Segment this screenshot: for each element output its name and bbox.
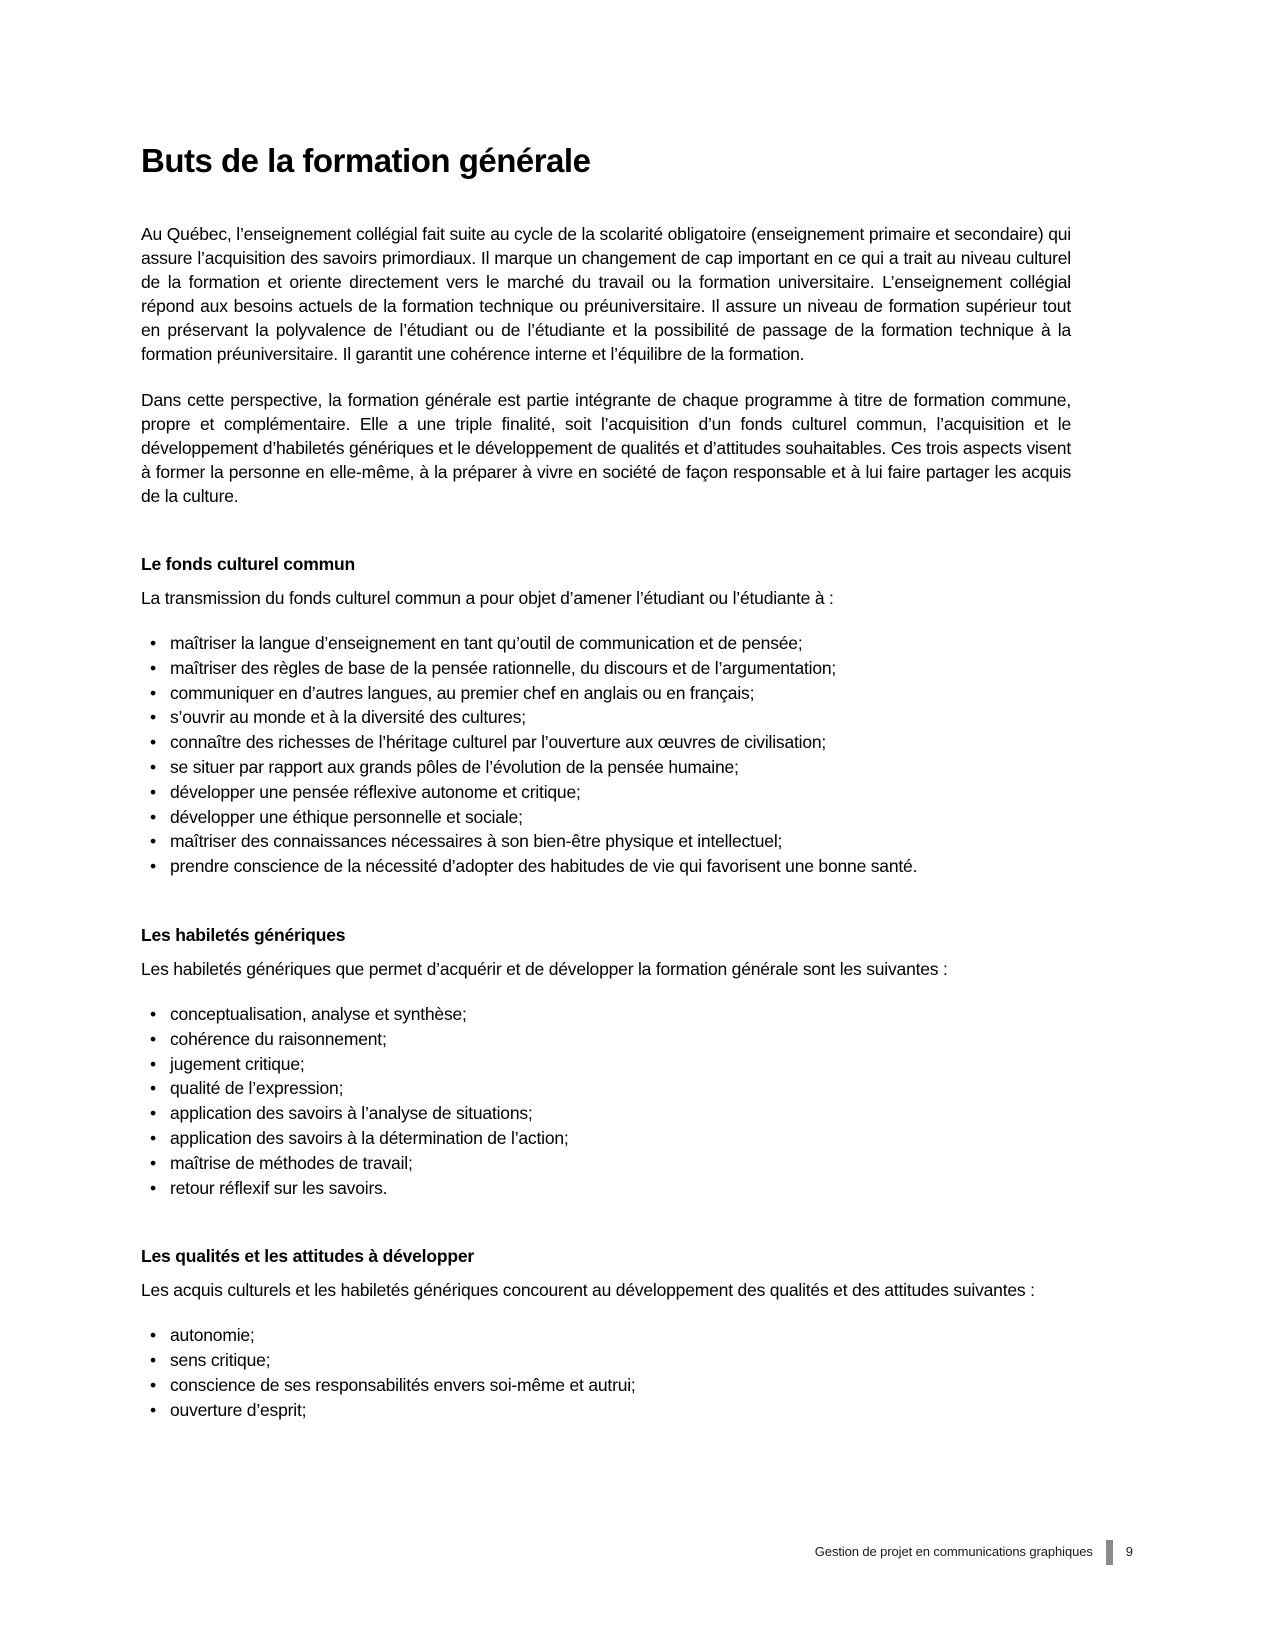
list-item: • développer une éthique personnelle et sociale; xyxy=(141,805,1071,830)
bullet-list xyxy=(141,1002,1071,1200)
body-paragraph: Dans cette perspective, la formation générale est partie intégrante de chaque programme à titre de formation commune, propre et complémentaire. Elle a une triple finalité, soit l’acquisition d’un fonds culturel commun, l’acquisition et le développement d’habiletés génériques et le développement de qualités et d’attitudes souhaitables. Ces trois aspects visent à former la personne en elle-même, à la préparer à vivre en société de façon responsable et à lui faire partager les acquis de la culture. xyxy=(141,390,1071,506)
page-footer xyxy=(815,1537,1133,1567)
list-item: • se situer par rapport aux grands pôles de l’évolution de la pensée humaine; xyxy=(141,755,1071,780)
section-intro: Les habiletés génériques que permet d’acquérir et de développer la formation générale sont les suivantes : xyxy=(141,958,948,979)
list-item: • cohérence du raisonnement; xyxy=(141,1027,1071,1052)
bullet-list xyxy=(141,1323,1071,1422)
section-heading: Le fonds culturel commun xyxy=(141,554,355,574)
list-item: • sens critique; xyxy=(141,1348,1071,1373)
list-item: • développer une pensée réflexive autonome et critique; xyxy=(141,780,1071,805)
body-paragraph: Au Québec, l’enseignement collégial fait suite au cycle de la scolarité obligatoire (enseignement primaire et secondaire) qui assure l’acquisition des savoirs primordiaux. Il marque un changement de cap important en ce qui a trait au niveau culturel de la formation et oriente directement vers le marché du travail ou la formation universitaire. L’enseignement collégial répond aux besoins actuels de la formation technique ou préuniversitaire. Il assure un niveau de formation supérieur tout en préservant la polyvalence de l’étudiant ou de l’étudiante et la possibilité de passage de la formation technique à la formation préuniversitaire. Il garantit une cohérence interne et l’équilibre de la formation. xyxy=(141,224,1071,364)
list-item: • application des savoirs à l’analyse de situations; xyxy=(141,1101,1071,1126)
list-item: • ouverture d’esprit; xyxy=(141,1398,1071,1423)
list-item: • conscience de ses responsabilités envers soi-même et autrui; xyxy=(141,1373,1071,1398)
footer-divider-bar xyxy=(1106,1540,1113,1565)
list-item: • maîtriser des règles de base de la pensée rationnelle, du discours et de l’argumentation; xyxy=(141,656,1071,681)
list-item: • prendre conscience de la nécessité d’adopter des habitudes de vie qui favorisent une bonne santé. xyxy=(141,854,1071,879)
section-heading: Les qualités et les attitudes à développer xyxy=(141,1246,474,1267)
section-habiletes-generiques xyxy=(141,923,1071,1200)
page-number: 9 xyxy=(1125,1544,1133,1559)
list-item: • autonomie; xyxy=(141,1323,1071,1348)
section-qualites-attitudes xyxy=(141,1244,1071,1422)
list-item: • application des savoirs à la détermination de l’action; xyxy=(141,1126,1071,1151)
section-heading: Les habiletés génériques xyxy=(141,924,346,945)
list-item: • qualité de l’expression; xyxy=(141,1076,1071,1101)
footer-document-title: Gestion de projet en communications graphiques xyxy=(814,1544,1093,1559)
list-item: • maîtriser des connaissances nécessaires à son bien-être physique et intellectuel; xyxy=(141,829,1071,854)
list-item: • communiquer en d’autres langues, au premier chef en anglais ou en français; xyxy=(141,681,1071,706)
list-item: • conceptualisation, analyse et synthèse; xyxy=(141,1002,1071,1027)
page-title: Buts de la formation générale xyxy=(141,142,591,179)
list-item: • maîtriser la langue d’enseignement en tant qu’outil de communication et de pensée; xyxy=(141,631,1071,656)
page-content xyxy=(141,142,1071,1445)
list-item: • retour réflexif sur les savoirs. xyxy=(141,1176,1071,1201)
bullet-list xyxy=(141,631,1071,879)
section-intro: La transmission du fonds culturel commun a pour objet d’amener l’étudiant ou l’étudiante à : xyxy=(141,588,834,608)
section-intro: Les acquis culturels et les habiletés génériques concourent au développement des qualités et des attitudes suivantes : xyxy=(141,1280,1035,1301)
list-item: • connaître des richesses de l’héritage culturel par l’ouverture aux œuvres de civilisation; xyxy=(141,730,1071,755)
list-item: • maîtrise de méthodes de travail; xyxy=(141,1151,1071,1176)
section-fonds-culturel-commun xyxy=(141,552,1071,879)
list-item: • s’ouvrir au monde et à la diversité des cultures; xyxy=(141,705,1071,730)
list-item: • jugement critique; xyxy=(141,1052,1071,1077)
